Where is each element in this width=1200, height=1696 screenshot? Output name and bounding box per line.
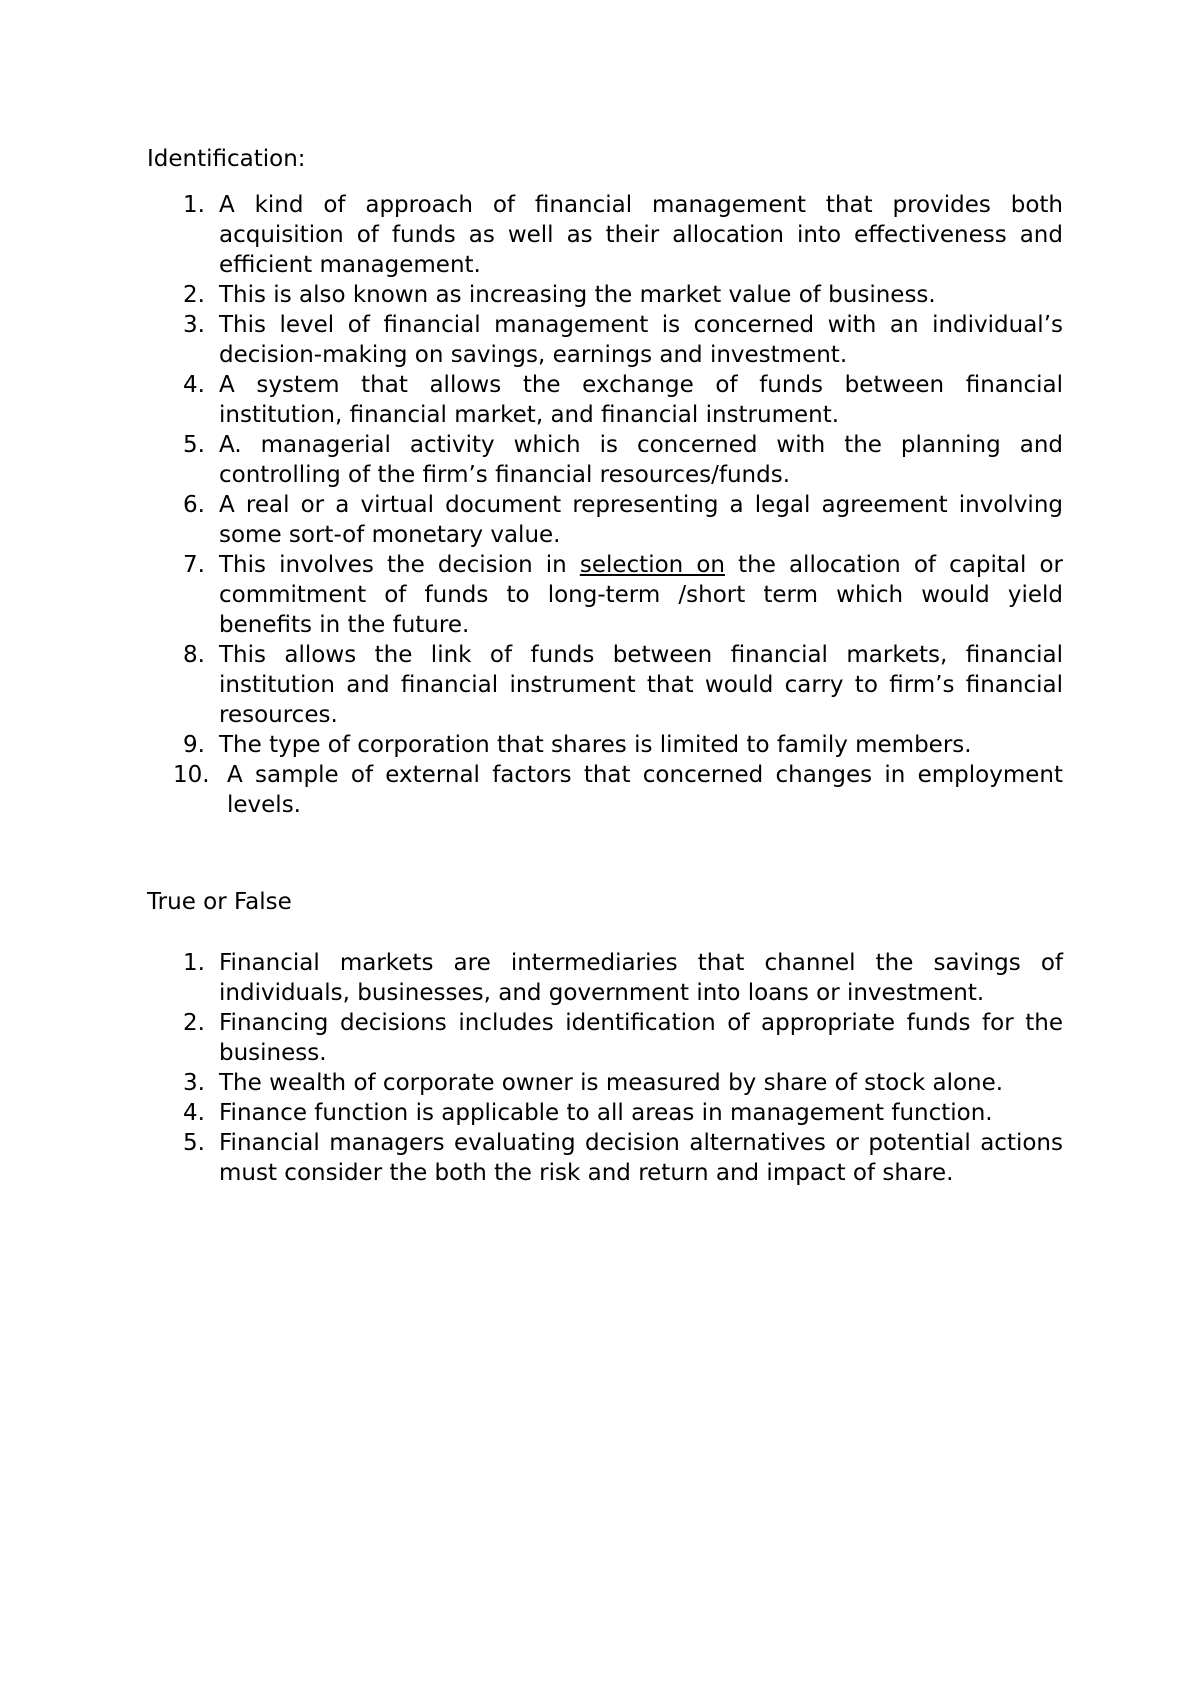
item-text: This allows the link of funds between financial markets, financial institution and financial instrument that would carry to firm’s financial resources. — [219, 642, 1063, 728]
list-item — [147, 280, 1063, 310]
underlined-phrase: selection on — [579, 552, 725, 578]
list-item — [147, 760, 1063, 820]
item-number: 1. — [183, 950, 205, 976]
list-item — [147, 1008, 1063, 1068]
list-item — [147, 370, 1063, 430]
true-false-heading: True or False — [147, 889, 292, 915]
identification-list — [147, 190, 1063, 820]
list-item — [147, 490, 1063, 550]
item-text: The wealth of corporate owner is measured by share of stock alone. — [219, 1070, 1004, 1096]
item-text: The type of corporation that shares is limited to family members. — [219, 732, 972, 758]
list-item — [147, 430, 1063, 490]
item-number: 2. — [183, 282, 205, 308]
item-text-after: the allocation of capital or commitment of funds to long-term /short term which would yield benefits in the future. — [219, 552, 1063, 638]
list-item — [147, 310, 1063, 370]
item-number: 9. — [183, 732, 205, 758]
list-item — [147, 1128, 1063, 1188]
list-item — [147, 640, 1063, 730]
item-number: 3. — [183, 312, 205, 338]
item-text: A. managerial activity which is concerned with the planning and controlling of the firm’s financial resources/funds. — [219, 432, 1063, 488]
item-text: This level of financial management is concerned with an individual’s decision-making on savings, earnings and investment. — [219, 312, 1063, 368]
true-false-list — [147, 948, 1063, 1188]
item-text — [219, 552, 1063, 638]
item-text: A sample of external factors that concerned changes in employment levels. — [227, 762, 1063, 818]
item-number: 4. — [183, 372, 205, 398]
identification-heading: Identification: — [147, 146, 306, 172]
item-text-before: This involves the decision in — [219, 552, 580, 578]
item-text: A kind of approach of financial management that provides both acquisition of funds as well as their allocation into effectiveness and efficient management. — [219, 192, 1063, 278]
item-text: A system that allows the exchange of funds between financial institution, financial market, and financial instrument. — [219, 372, 1063, 428]
list-item — [147, 1098, 1063, 1128]
item-number: 10. — [173, 762, 210, 788]
item-text: This is also known as increasing the market value of business. — [219, 282, 936, 308]
item-number: 2. — [183, 1010, 205, 1036]
list-item — [147, 190, 1063, 280]
list-item — [147, 730, 1063, 760]
item-number: 6. — [183, 492, 205, 518]
item-text: Financing decisions includes identification of appropriate funds for the business. — [219, 1010, 1063, 1066]
item-number: 3. — [183, 1070, 205, 1096]
item-number: 5. — [183, 432, 205, 458]
item-number: 4. — [183, 1100, 205, 1126]
item-number: 8. — [183, 642, 205, 668]
list-item — [147, 1068, 1063, 1098]
list-item — [147, 948, 1063, 1008]
item-text: Finance function is applicable to all areas in management function. — [219, 1100, 993, 1126]
item-text: Financial markets are intermediaries that channel the savings of individuals, businesses, and government into loans or investment. — [219, 950, 1063, 1006]
list-item — [147, 550, 1063, 640]
item-number: 1. — [183, 192, 205, 218]
item-number: 7. — [183, 552, 205, 578]
item-text: A real or a virtual document representing a legal agreement involving some sort-of monetary value. — [219, 492, 1063, 548]
item-text: Financial managers evaluating decision alternatives or potential actions must consider the both the risk and return and impact of share. — [219, 1130, 1063, 1186]
item-number: 5. — [183, 1130, 205, 1156]
